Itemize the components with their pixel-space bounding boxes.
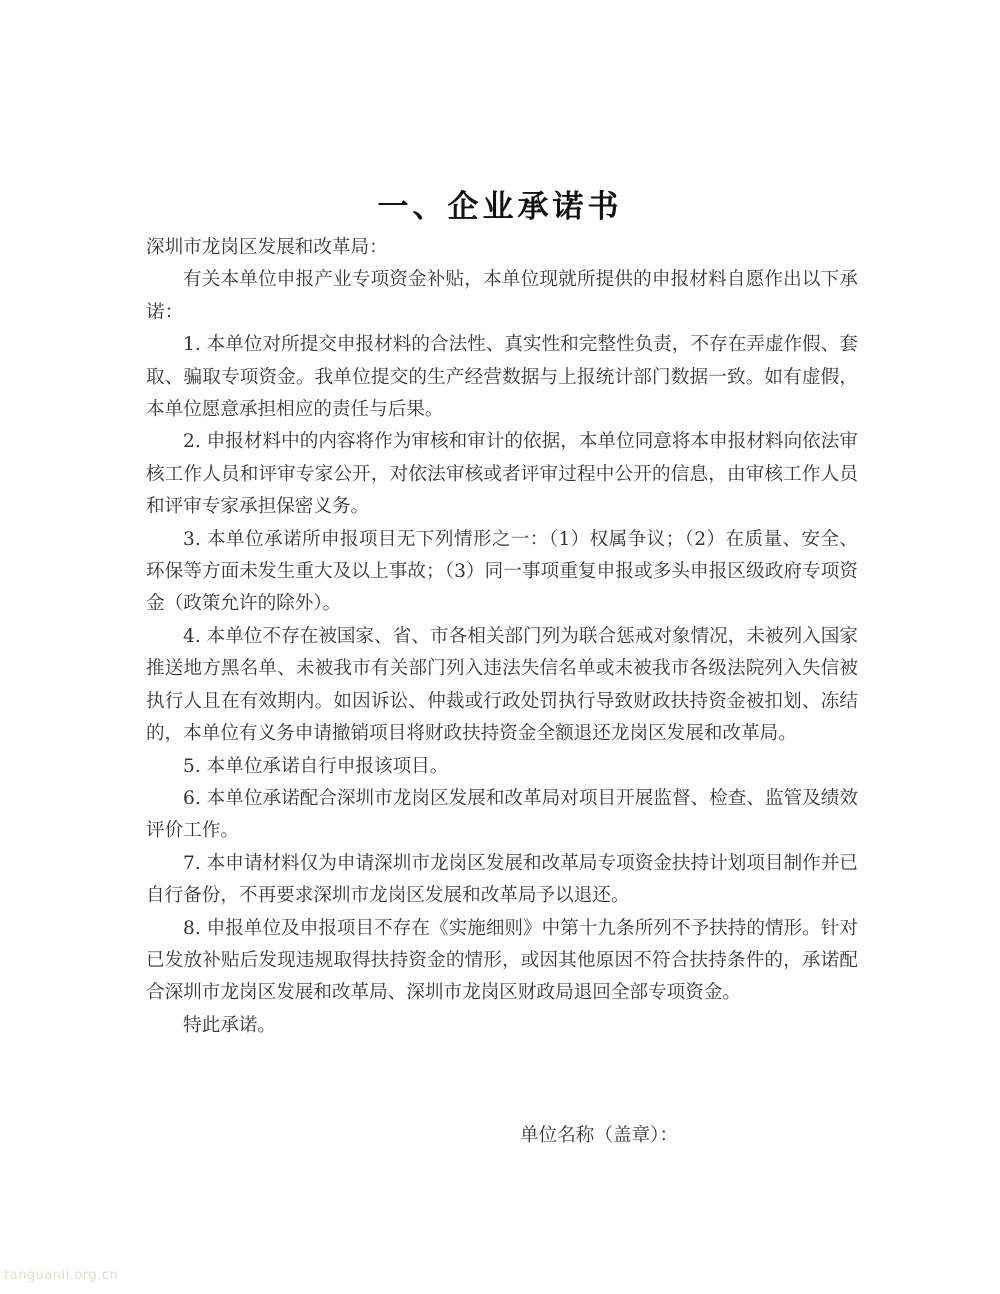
commitment-item-5: 5. 本单位承诺自行申报该项目。 — [183, 755, 449, 777]
document-body — [146, 232, 858, 1042]
closing-statement: 特此承诺。 — [183, 1014, 276, 1036]
intro-paragraph: 有关本单位申报产业专项资金补贴，本单位现就所提供的申报材料自愿作出以下承诺： — [146, 269, 858, 323]
commitment-item-4: 4. 本单位不存在被国家、省、市各相关部门列为联合惩戒对象情况，未被列入国家推送地方黑名单、未被我市有关部门列入违法失信名单或未被我市各级法院列入失信被执行人且在有效期内。如因诉讼、仲裁或行政处罚执行导致财政扶持资金被扣划、冻结的，本单位有义务申请撤销项目将财政扶持资金全额退还龙岗区发展和改革局。 — [146, 625, 858, 745]
commitment-item-6: 6. 本单位承诺配合深圳市龙岗区发展和改革局对项目开展监督、检查、监管及绩效评价工作。 — [146, 787, 858, 842]
commitment-item-1: 1. 本单位对所提交申报材料的合法性、真实性和完整性负责，不存在弄虚作假、套取、骗取专项资金。我单位提交的生产经营数据与上报统计部门数据一致。如有虚假，本单位愿意承担相应的责任与后果。 — [146, 334, 858, 421]
page-title: 一、企业承诺书 — [377, 189, 623, 225]
commitment-item-7: 7. 本申请材料仅为申请深圳市龙岗区发展和改革局专项资金扶持计划项目制作并已自行备份，不再要求深圳市龙岗区发展和改革局予以退还。 — [146, 852, 858, 907]
commitment-item-2: 2. 申报材料中的内容将作为审核和审计的依据，本单位同意将本申报材料向依法审核工作人员和评审专家公开，对依法审核或者评审过程中公开的信息，由审核工作人员和评审专家承担保密义务。 — [146, 431, 858, 518]
commitment-item-8: 8. 申报单位及申报项目不存在《实施细则》中第十九条所列不予扶持的情形。针对已发放补贴后发现违规取得扶持资金的情形，或因其他原因不符合扶持条件的，承诺配合深圳市龙岗区发展和改革局、深圳市龙岗区财政局退回全部专项资金。 — [146, 917, 858, 1004]
watermark: tanguanli.org.cn — [4, 1268, 119, 1283]
signature-label: 单位名称（盖章）： — [520, 1125, 679, 1146]
commitment-item-3: 3. 本单位承诺所申报项目无下列情形之一：（1）权属争议；（2）在质量、安全、环保等方面未发生重大及以上事故；（3）同一事项重复申报或多头申报区级政府专项资金（政策允许的除外）。 — [146, 528, 858, 615]
addressee: 深圳市龙岗区发展和改革局： — [146, 237, 388, 258]
